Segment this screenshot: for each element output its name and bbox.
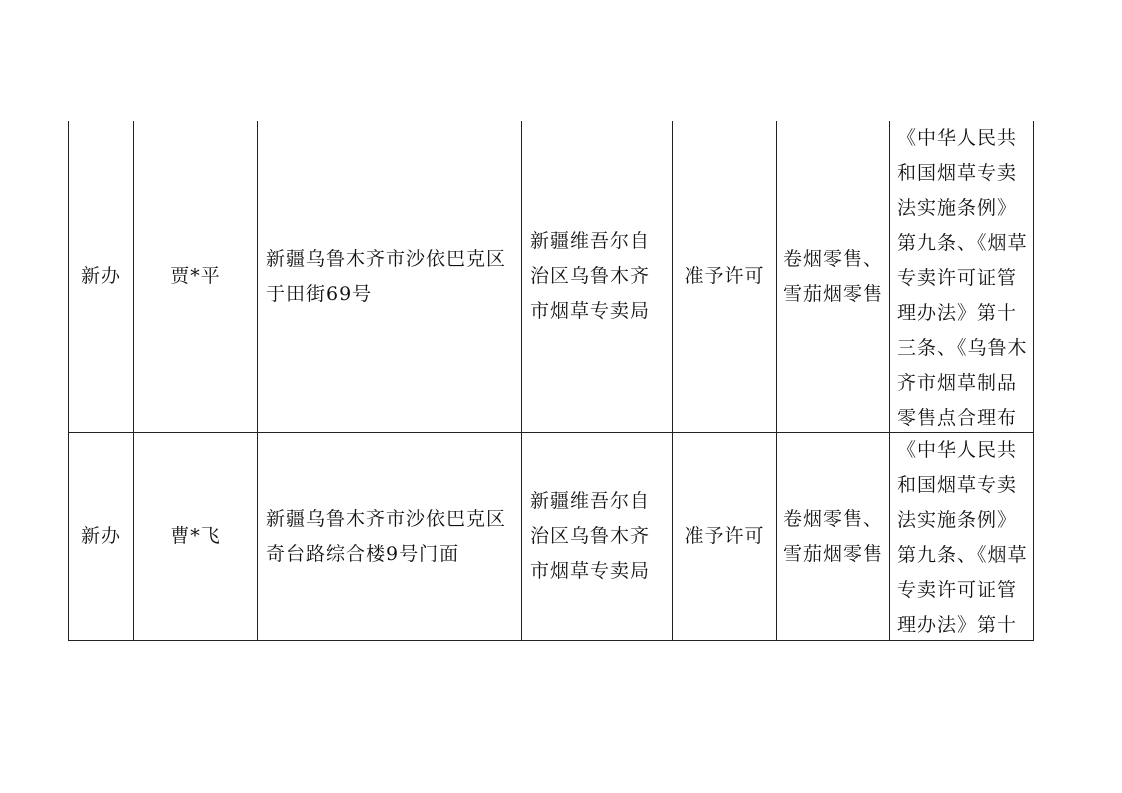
business-address-cell [258,121,522,433]
licensing-agency-cell [522,433,673,641]
business-scope: 卷烟零售、雪茄烟零售 [782,247,883,305]
licensing-agency: 新疆维吾尔自治区乌鲁木齐市烟草专卖局 [530,230,651,322]
business-scope-cell [777,121,890,433]
license-decision: 准予许可 [684,265,765,287]
applicant-name-cell [134,121,258,433]
business-address-cell [258,433,522,641]
business-address: 新疆乌鲁木齐市沙依巴克区奇台路综合楼9号门面 [266,507,507,565]
table-row [69,433,1034,641]
license-decision: 准予许可 [684,525,765,547]
business-address: 新疆乌鲁木齐市沙依巴克区于田街69号 [266,247,507,305]
business-scope: 卷烟零售、雪茄烟零售 [782,507,883,565]
licensing-agency-cell [522,121,673,433]
legal-basis-cell [890,433,1034,641]
application-type-cell [69,433,134,641]
decision-cell [673,433,777,641]
decision-cell [673,121,777,433]
table-row [69,121,1034,433]
business-scope-cell [777,433,890,641]
applicant-name: 贾*平 [170,265,221,287]
legal-basis: 《中华人民共和国烟草专卖法实施条例》第九条、《烟草专卖许可证管理办法》第十 [897,439,1028,636]
applicant-name-cell [134,433,258,641]
licensing-agency: 新疆维吾尔自治区乌鲁木齐市烟草专卖局 [530,490,651,582]
applicant-name: 曹*飞 [170,525,221,547]
application-type-cell [69,121,134,433]
legal-basis: 《中华人民共和国烟草专卖法实施条例》第九条、《烟草专卖许可证管理办法》第十三条、《乌鲁木齐市烟草制品零售点合理布 [897,127,1028,429]
legal-basis-cell [890,121,1034,433]
license-records-table [68,121,1034,641]
application-type: 新办 [80,265,121,287]
application-type: 新办 [80,525,121,547]
